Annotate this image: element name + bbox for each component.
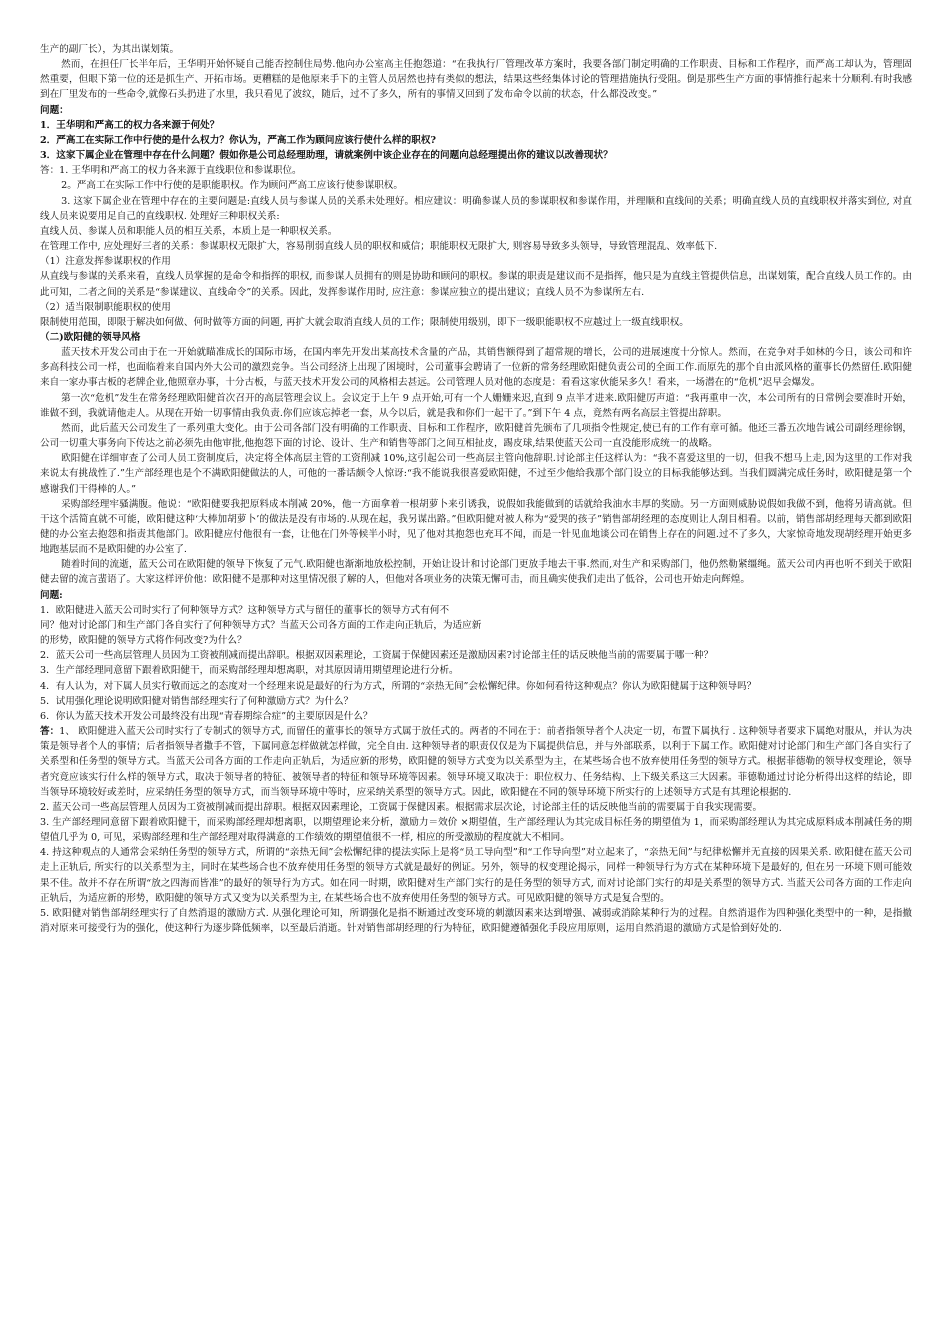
paragraph: 2．蓝天公司一些高层管理人员因为工资被削减而提出辞职。根据双因素理论，工资属于保健因素还是激励因素?讨论部主任的话反映他当前的需要属于哪一种？	[40, 650, 714, 662]
paragraph: 生产的副厂长），为其出谋划策。	[40, 44, 180, 55]
paragraph: 第一次“危机”发生在常务经理欧阳健首次召开的高层管理会议上。会议定于上午 9 点开始,可有一个人姗姗来迟,直到 9 点半才进来.欧阳健厉声道：“我再重申一次，本公司所有的日常例会要准时开始，谁做不到，我就请他走人。从现在开始一切事情由我负责.你们应该忘掉老一套，从今以后，就是我和你们一起干了。”到下午 4 点，竟然有两名高层主管提出辞职。	[40, 392, 912, 419]
paragraph	[40, 724, 912, 800]
paragraph: （2）适当限制职能职权的使用	[40, 301, 171, 313]
paragraph: 随着时间的流逝，蓝天公司在欧阳健的领导下恢复了元气.欧阳健也渐渐地放松控制，开始让设计和讨论部门更放手地去干事.然而,对生产和采购部门，他仍然勒紧缰绳。蓝天公司内再也听不到关于欧阳健去留的流言蜚语了。大家这样评价他：欧阳健不是那种对这里情况很了解的人，但他对各项业务的决策无懈可击，而且确实使我们走出了低谷，公司也开始走向辉煌。	[40, 559, 912, 586]
paragraph: 采购部经理牢骚满腹。他说：“欧阳健要我把原料成本削减 20%，他一方面拿着一根胡萝卜来引诱我，说假如我能做到的话就给我油水丰厚的奖励。另一方面则威胁说假如我做不到，他将另请高就。但干这个活简直就不可能，欧阳健这种‘大棒加胡萝卜’的做法是没有市场的.从现在起，我另谋出路。”但欧阳健对被人称为“爱哭的孩子”销售部胡经理的态度则让人刮目相看。以前，销售部胡经理每天都到欧阳健的办公室去抱怨和指责其他部门。欧阳健应付他很有一套，让他在门外等候半小时，见了他对其抱怨也充耳不闻，而是一针见血地谈公司在销售上存在的问题.过不了多久，大家惊奇地发现胡经理开始更多地跑基层而不是欧阳健的办公室了.	[40, 498, 912, 556]
paragraph: 4. 持这种观点的人通常会采纳任务型的领导方式，所谓的“亲热无间”会松懈纪律的提法实际上是将“员工导向型”和“工作导向型”对立起来了，“亲热无间”与纪律松懈并无直接的因果关系. 欧阳健在蓝天公司走上正轨后, 所实行的以关系型为主，同时在某些场合也不放弃使用任务型的领导方式就是最好的例证。另外，领导的权变理论揭示，同样一种领导行为方式在某种环境下是最好的, 但在另一环境下则可能效果不佳。故并不存在所谓“放之四海而皆准”的最好的领导行为方式。如在同一时期，欧阳健对生产部门实行的是任务型的领导方式, 而对讨论部门实行的却是关系型的领导方式. 当蓝天公司各方面的工作走向正轨后，为适应新的形势，欧阳健的领导方式又变为以关系型为主, 在某些场合也不放弃使用任务型的领导方式。可见欧阳健的领导方式是复合型的。	[40, 847, 912, 904]
paragraph: 直线人员、参谋人员和职能人员的相互关系，本质上是一种职权关系。	[40, 225, 338, 237]
paragraph-text: 1、 欧阳健进入蓝天公司时实行了专制式的领导方式, 而留任的董事长的领导方式属于放任式的。两者的不同在于：前者指领导者个人决定一切，布置下属执行 . 这种领导者要求下属绝对服从，并认为决策是领导者个人的事情；后者指领导者撒手不管，下属同意怎样做就怎样做，完全自由. 这种领导者的职责仅仅是为下属提供信息，并与外部联系，以利于下属工作。欧阳健对讨论部门和生产部门各自实行了关系型和任务型的领导方式。当蓝天公司各方面的工作走向正轨后，为适应新的形势，欧阳健的领导方式变为以关系型为主，在某些场合也不放弃使用任务型的领导方式。根据菲德勒的领导权变理论，领导者究竟应该实行什么样的领导方式，取决于领导者的特征、被领导者的特征和领导环境等因素。领导环境又取决于：职位权力、任务结构、上下级关系这三大因素。菲德勒通过讨论分析得出这样的结论，即当领导环境较好或差时，应采纳任务型的领导方式，而当领导环境中等时，应采纳关系型的领导方式。因此，欧阳健在不同的领导环境下所实行的上述领导方式是有其理论根据的.	[40, 726, 912, 798]
paragraph: 欧阳健在详细审查了公司人员工资制度后，决定将全体高层主管的工资削减 10%,这引起公司一些高层主管向他辞职.讨论部主任这样认为：“我不喜爱这里的一切，但我不想马上走,因为这里的工作对我来说太有挑战性了.”生产部经理也是个不满欧阳健做法的人，可他的一番话颇令人惊讶:“我不能说我很喜爱欧阳健，不过至少他给我那个部门设立的目标我能够达到。当我们圆满完成任务时，欧阳健是第一个感谢我们干得棒的人。”	[40, 453, 912, 495]
paragraph: （二)欧阳健的领导风格	[40, 331, 141, 343]
paragraph: 问题：	[40, 104, 69, 116]
paragraph: 2。严高工在实际工作中行使的是职能职权。作为顾问严高工应该行使参谋职权。	[61, 180, 403, 192]
paragraph: 在管理工作中, 应处理好三者的关系：参谋职权无限扩大，容易削弱直线人员的职权和威信；职能职权无限扩大, 则容易导致多头领导，导致管理混乱、效率低下.	[40, 241, 718, 253]
paragraph: 4．有人认为，对下属人员实行敬而远之的态度对一个经理来说是最好的行为方式，所谓的“亲热无间”会松懈纪律。你如何看待这种观点？你认为欧阳健属于这种领导吗？	[40, 680, 757, 692]
paragraph: 1．欧阳健进入蓝天公司时实行了何种领导方式？这种领导方式与留任的董事长的领导方式有何不	[40, 604, 450, 616]
paragraph: 问题:	[40, 589, 63, 601]
paragraph: （1）注意发挥参谋职权的作用	[40, 256, 171, 268]
paragraph: 从直线与参谋的关系来看，直线人员掌握的是命令和指挥的职权, 而参谋人员拥有的则是协助和顾问的职权。参谋的职责是建议而不是指挥，他只是为直线主管提供信息，出谋划策，配合直线人员工作的。由此可知，二者之间的关系是“参谋建议、直线命令”的关系。因此，发挥参谋作用时, 应注意：参谋应独立的提出建议；直线人员不为参谋所左右.	[40, 271, 912, 298]
paragraph: 3．这家下属企业在管理中存在什么问题？假如你是公司总经理助理，请就案例中该企业存在的问题向总经理提出你的建议以改善现状？	[40, 150, 613, 162]
answer-lead: 答：	[40, 726, 60, 738]
paragraph: 然而，在担任厂长半年后，王华明开始怀疑自己能否控制住局势.他向办公室高主任抱怨道：“在我执行厂管理改革方案时，我要各部门制定明确的工作职责、目标和工作程序，而严高工却认为，管理固然重要，但眼下第一位的还是抓生产、开拓市场。更糟糕的是他原来手下的主管人员居然也持有类似的想法，结果这些经集体讨论的管理措施执行受阻。倒是那些生产方面的事情推行起来十分顺利.有时我感到在厂里发布的一些命令,就像石头扔进了水里，我只看见了波纹，随后，过不了多久，所有的事情又回到了发布命令以前的状态，什么都没改变。”	[40, 59, 912, 101]
paragraph: 然而，此后蓝天公司发生了一系列重大变化。由于公司各部门没有明确的工作职责、目标和工作程序，欧阳健首先颁布了几项指令性规定,使已有的工作有章可循。他还三番五次地告诫公司副经理徐钢，公司一切重大事务向下传达之前必须先由他审批,他抱怨下面的讨论、设计、生产和销售等部门之间互相扯皮，踢皮球,结果使蓝天公司一直没能形成统一的战略。	[40, 422, 912, 450]
paragraph: 1．王华明和严高工的权力各来源于何处？	[40, 119, 220, 131]
paragraph: 3. 生产部经理同意留下跟着欧阳健干，而采购部经理却想离职，以期望理论来分析，激励力＝效价 ×期望值，生产部经理认为其完成目标任务的期望值为 1，而采购部经理认为其完成原料成本削减任务的期望值几乎为 0, 可见，采购部经理和生产部经理对取得满意的工作绩效的期望值很不一样, 相应的所受激励的程度就大不相同。	[40, 816, 912, 844]
paragraph: 蓝天技术开发公司由于在一开始就瞄准成长的国际市场，在国内率先开发出某高技术含量的产品，其销售额得到了超常规的增长，公司的进展速度十分惊人。然而，在竞争对手如林的今日，该公司和许多高科技公司一样，也面临着来自国内外大公司的激烈竞争。当公司经济上出现了困境时，公司董事会聘请了一位新的常务经理欧阳健负责公司的全面工作.而原先的那个自由派风格的董事长仍然留任.欧阳健来自一家办事古板的老牌企业,他照章办事，十分古板，与蓝天技术开发公司的风格相去甚远。公司管理人员对他的态度是：看看这家伙能呆多久！看来，一场潜在的“危机”迟早会爆发。	[40, 347, 912, 389]
paragraph: 2．严高工在实际工作中行使的是什么权力？你认为，严高工作为顾问应该行使什么样的职权?	[40, 134, 437, 146]
paragraph: 答：1. 王华明和严高工的权力各来源于直线职位和参谋职位。	[40, 165, 302, 177]
paragraph: 的形势，欧阳健的领导方式将作何改变?为什么？	[40, 635, 247, 647]
paragraph: 限制使用范围，即限于解决如何做、何时做等方面的问题, 再扩大就会取消直线人员的工作；限制使用级别，即下一级职能职权不应越过上一级直线职权。	[40, 316, 689, 328]
paragraph: 3．生产部经理同意留下跟着欧阳健干，而采购部经理却想离职，对其原因请用期望理论进行分析。	[40, 665, 459, 677]
paragraph: 同？他对讨论部门和生产部门各自实行了何种领导方式？当蓝天公司各方面的工作走向正轨后，为适应新	[40, 619, 482, 631]
paragraph: 6．你认为蓝天技术开发公司最终没有出现“青春期综合症”的主要原因是什么？	[40, 710, 373, 722]
paragraph: 5．试用强化理论说明欧阳健对销售部经理实行了何种激励方式？为什么？	[40, 695, 354, 707]
paragraph: 2. 蓝天公司一些高层管理人员因为工资被削减而提出辞职。根据双因素理论，工资属于保健因素。根据需求层次论，讨论部主任的话反映他当前的需要属于自我实现需要。	[40, 801, 763, 813]
paragraph: 5. 欧阳健对销售部胡经理实行了自然消退的激励方式. 从强化理论可知，所谓强化是指不断通过改变环境的刺激因素来达到增强、减弱或消除某种行为的过程。自然消退作为四种强化类型中的一种，是指撤消对原来可接受行为的强化，使这种行为逐步降低频率，以至最后消逝。针对销售部胡经理的行为特征，欧阳健遵循强化手段应用原则，运用自然消退的激励方式是恰到好处的.	[40, 907, 912, 935]
paragraph: 3. 这家下属企业在管理中存在的主要问题是:直线人员与参谋人员的关系未处理好。相应建议：明确参谋人员的参谋职权和参谋作用，并理顺和直线间的关系；明确直线人员的直线职权并落实到位, 对直线人员来说要用足自己的直线职权. 处理好三种职权关系:	[40, 195, 912, 222]
